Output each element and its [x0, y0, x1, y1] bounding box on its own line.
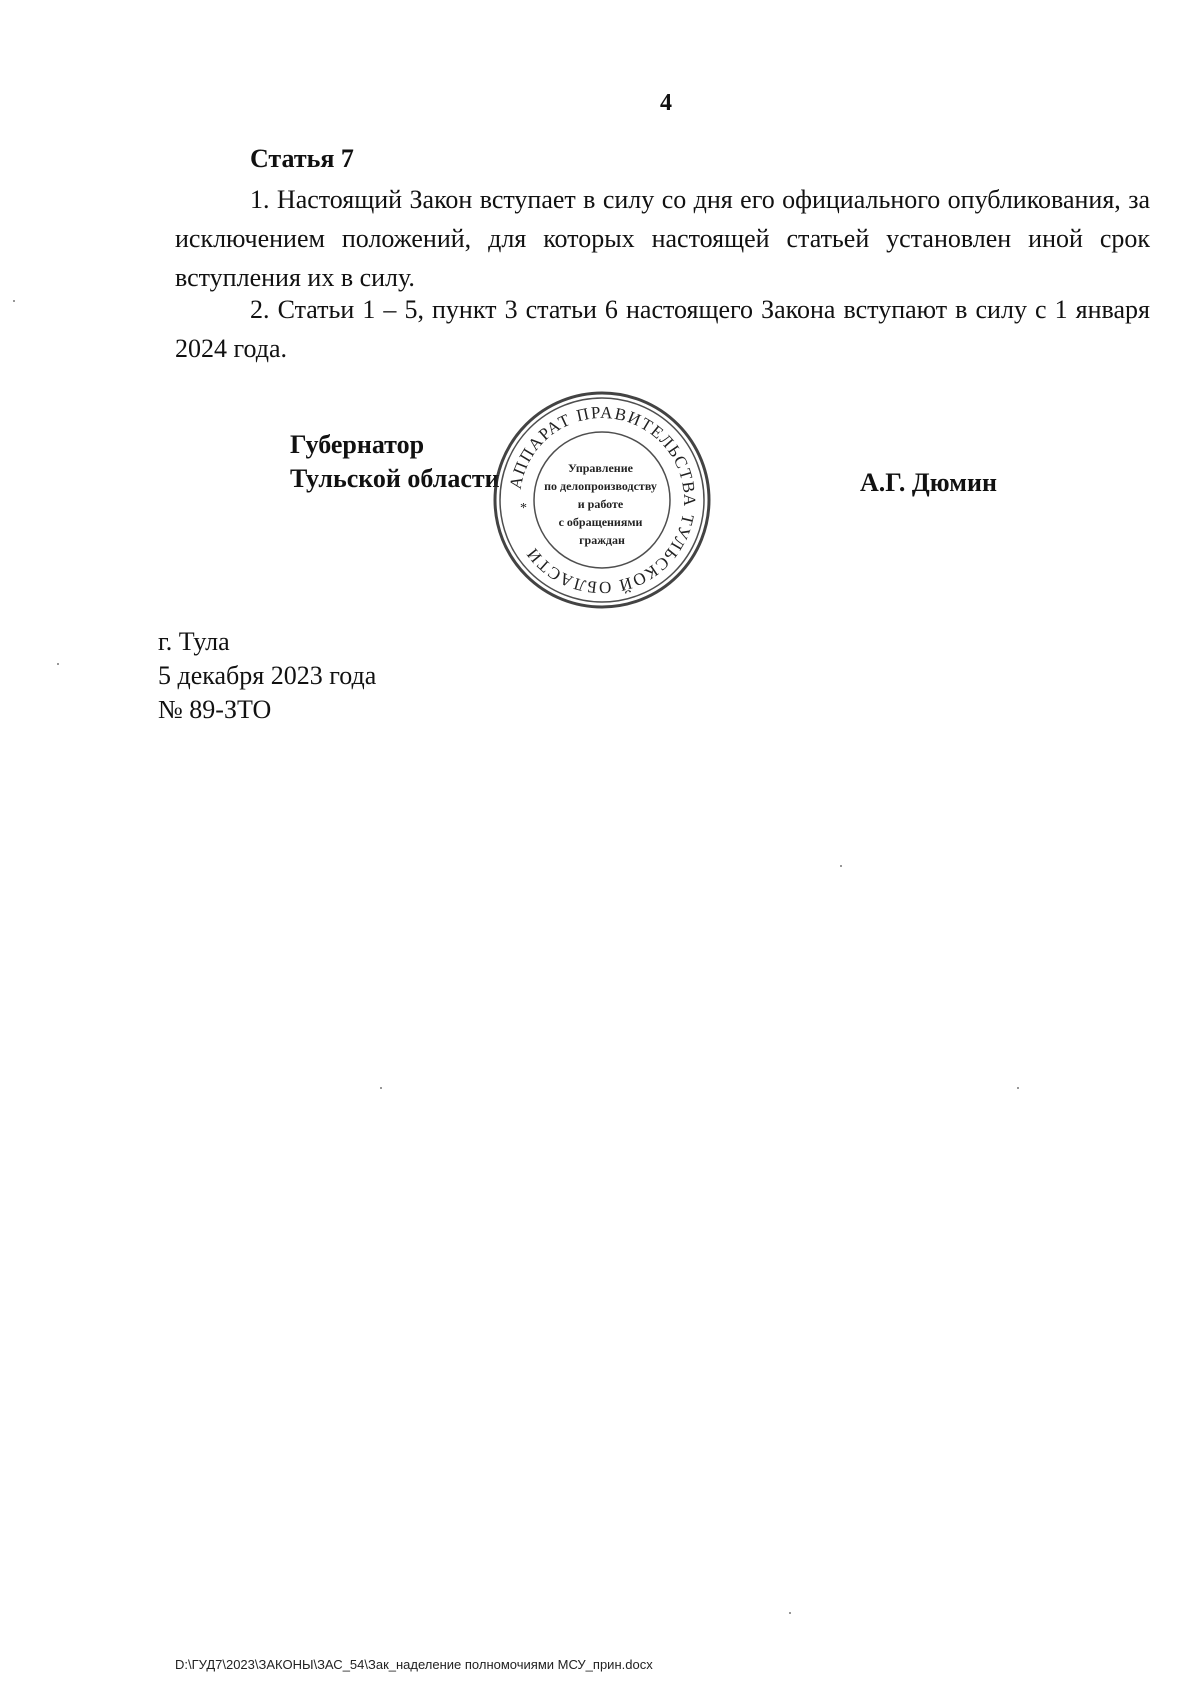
- city: г. Тула: [158, 627, 230, 656]
- place-date-block: [158, 625, 376, 727]
- law-number: № 89-ЗТО: [158, 695, 272, 724]
- scan-speck: [789, 1612, 791, 1614]
- article-paragraph-2: 2. Статьи 1 – 5, пункт 3 статьи 6 настоящего Закона вступают в силу с 1 января 2024 года.: [175, 295, 1150, 363]
- star-icon: *: [520, 501, 527, 516]
- date: 5 декабря 2023 года: [158, 661, 377, 690]
- governor-title-line-1: Губернатор: [290, 430, 425, 459]
- article-title: Статья 7: [250, 144, 354, 173]
- footer-file-path: D:\ГУД7\2023\ЗАКОНЫ\ЗАС_54\Зак_наделение полномочиями МСУ_прин.docx: [175, 1657, 653, 1672]
- governor-title: [290, 428, 500, 496]
- scan-speck: [840, 865, 842, 867]
- scan-speck: [380, 1087, 382, 1089]
- scan-speck: [57, 663, 59, 665]
- official-seal-stamp: [492, 390, 712, 610]
- stamp-ring-text: АППАРАТ ПРАВИТЕЛЬСТВА ТУЛЬСКОЙ ОБЛАСТИ: [505, 402, 700, 598]
- scan-speck: [1017, 1087, 1019, 1089]
- article-paragraph-1: 1. Настоящий Закон вступает в силу со дня его официального опубликования, за исключением положений, для которых настоящей статьей установлен иной срок вступления их в силу.: [175, 185, 1150, 292]
- stamp-center-text: Управление по делопроизводству и работе с обращениями граждан: [544, 461, 657, 547]
- governor-name: А.Г. Дюмин: [860, 468, 997, 497]
- governor-title-line-2: Тульской области: [290, 464, 500, 493]
- scan-speck: [13, 300, 15, 302]
- page-number: 4: [660, 90, 672, 116]
